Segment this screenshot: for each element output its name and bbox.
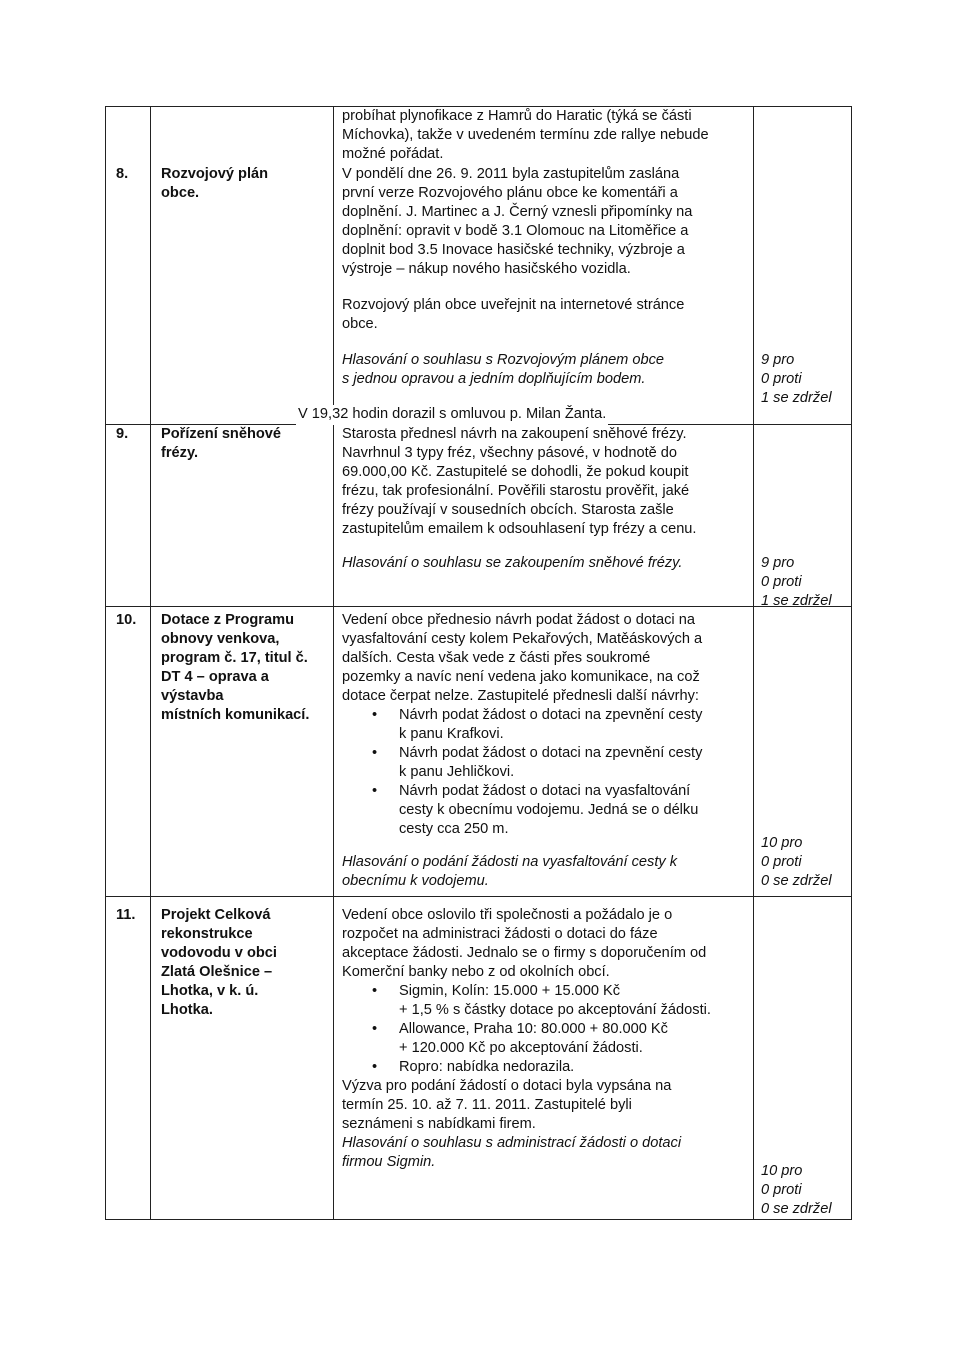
item-title-line: frézy. bbox=[161, 445, 199, 461]
bullet-line: + 120.000 Kč po akceptování žádosti. bbox=[399, 1040, 643, 1056]
vote-result-for: 10 pro bbox=[761, 1163, 803, 1179]
paragraph-line: akceptace žádosti. Jednalo se o firmy s doporučením od bbox=[342, 945, 707, 961]
table-left-border bbox=[105, 106, 106, 1220]
paragraph-line: Vedení obce oslovilo tři společnosti a požádalo je o bbox=[342, 907, 673, 923]
paragraph-line: dalších. Cesta však vede z části přes soukromé bbox=[342, 650, 651, 666]
vote-result-abstain: 0 se zdržel bbox=[761, 1201, 832, 1217]
bullet-line: k panu Krafkovi. bbox=[399, 726, 504, 742]
bullet-marker: • bbox=[372, 745, 378, 761]
item-number: 11. bbox=[116, 907, 136, 923]
col-divider bbox=[333, 106, 334, 1220]
bullet-line: k panu Jehličkovi. bbox=[399, 764, 515, 780]
bullet-line: Sigmin, Kolín: 15.000 + 15.000 Kč bbox=[399, 983, 621, 999]
col-divider bbox=[753, 106, 754, 1220]
vote-line: s jednou opravou a jedním doplňujícím bodem. bbox=[342, 371, 646, 387]
bullet-line: Allowance, Praha 10: 80.000 + 80.000 Kč bbox=[399, 1021, 668, 1037]
paragraph-line: Komerční banky nebo z od okolních obcí. bbox=[342, 964, 610, 980]
vote-line: obecnímu k vodojemu. bbox=[342, 873, 489, 889]
paragraph-line: doplnit bod 3.5 Inovace hasičské techniky, výzbroje a bbox=[342, 242, 685, 258]
item-number: 10. bbox=[116, 612, 137, 628]
row-divider bbox=[105, 606, 851, 607]
paragraph-line: Míchovka), takže v uvedeném termínu zde rallye nebude bbox=[342, 127, 709, 143]
vote-result-against: 0 proti bbox=[761, 854, 802, 870]
paragraph-line: první verze Rozvojového plánu obce ke komentáři a bbox=[342, 185, 678, 201]
paragraph-line: Vedení obce přednesio návrh podat žádost o dotaci na bbox=[342, 612, 695, 628]
paragraph-line: vyasfaltování cesty kolem Pekařových, Matěáskových a bbox=[342, 631, 703, 647]
vote-result-against: 0 proti bbox=[761, 1182, 802, 1198]
item-number: 9. bbox=[116, 426, 129, 442]
vote-result-abstain: 1 se zdržel bbox=[761, 390, 832, 406]
bullet-line: Návrh podat žádost o dotaci na zpevnění cesty bbox=[399, 707, 703, 723]
vote-line: firmou Sigmin. bbox=[342, 1154, 436, 1170]
bullet-line: + 1,5 % s částky dotace po akceptování žádosti. bbox=[399, 1002, 711, 1018]
vote-result-abstain: 1 se zdržel bbox=[761, 593, 832, 609]
item-title-line: rekonstrukce bbox=[161, 926, 253, 942]
item-title-line: Rozvojový plán bbox=[161, 166, 269, 182]
paragraph-line: rozpočet na administraci žádosti o dotaci do fáze bbox=[342, 926, 658, 942]
item-title-line: Zlatá Olešnice – bbox=[161, 964, 273, 980]
paragraph-line: V pondělí dne 26. 9. 2011 byla zastupitelům zaslána bbox=[342, 166, 680, 182]
item-title-line: místních komunikací. bbox=[161, 707, 310, 723]
paragraph-line: výstroje – nákup nového hasičského vozidla. bbox=[342, 261, 631, 277]
paragraph-line: možné pořádat. bbox=[342, 146, 444, 162]
paragraph-line: doplnění. J. Martinec a J. Černý vznesli připomínky na bbox=[342, 204, 693, 220]
item-title-line: vodovodu v obci bbox=[161, 945, 277, 961]
vote-result-abstain: 0 se zdržel bbox=[761, 873, 832, 889]
vote-result-against: 0 proti bbox=[761, 574, 802, 590]
bullet-line: Návrh podat žádost o dotaci na vyasfaltování bbox=[399, 783, 691, 799]
vote-result-for: 9 pro bbox=[761, 352, 795, 368]
paragraph-line: frézy používají v sousedních obcích. Starosta zašle bbox=[342, 502, 674, 518]
bullet-marker: • bbox=[372, 783, 378, 799]
paragraph-line: Navrhnul 3 typy fréz, všechny pásové, v hodnotě do bbox=[342, 445, 678, 461]
item-title-line: Lhotka, v k. ú. bbox=[161, 983, 259, 999]
paragraph-line: probíhat plynofikace z Hamrů do Haratic (týká se části bbox=[342, 108, 692, 124]
paragraph-line: pozemky a navíc není vedena jako komunikace, na což bbox=[342, 669, 700, 685]
paragraph-line: frézu, tak profesionální. Pověřili starostu prověřit, jaké bbox=[342, 483, 690, 499]
vote-result-for: 10 pro bbox=[761, 835, 803, 851]
vote-line: Hlasování o souhlasu se zakoupením sněhové frézy. bbox=[342, 555, 683, 571]
item-title-line: Lhotka. bbox=[161, 1002, 213, 1018]
bullet-line: Návrh podat žádost o dotaci na zpevnění cesty bbox=[399, 745, 703, 761]
col-divider bbox=[150, 106, 151, 1220]
table-bottom-border bbox=[105, 1219, 851, 1220]
paragraph-line: doplnění: opravit v bodě 3.1 Olomouc na Litoměřice a bbox=[342, 223, 689, 239]
item-title-line: DT 4 – oprava a bbox=[161, 669, 269, 685]
item-title-line: Dotace z Programu bbox=[161, 612, 294, 628]
paragraph-line: dotace čerpat nelze. Zastupitelé přednesli další návrhy: bbox=[342, 688, 699, 704]
item-title-line: Pořízení sněhové bbox=[161, 426, 282, 442]
bullet-line: cesty k obecnímu vodojemu. Jedná se o délku bbox=[399, 802, 699, 818]
paragraph-line: zastupitelům emailem k odsouhlasení typ frézy a cenu. bbox=[342, 521, 697, 537]
item-title-line: obce. bbox=[161, 185, 200, 201]
paragraph-line: Výzva pro podání žádostí o dotaci byla vypsána na bbox=[342, 1078, 672, 1094]
bullet-line: cesty cca 250 m. bbox=[399, 821, 509, 837]
paragraph-line: Starosta přednesl návrh na zakoupení sněhové frézy. bbox=[342, 426, 687, 442]
bullet-marker: • bbox=[372, 1021, 378, 1037]
paragraph-line: seznámeni s nabídkami firem. bbox=[342, 1116, 536, 1132]
bullet-line: Ropro: nabídka nedorazila. bbox=[399, 1059, 575, 1075]
paragraph-line: termín 25. 10. až 7. 11. 2011. Zastupitelé byli bbox=[342, 1097, 632, 1113]
bullet-marker: • bbox=[372, 1059, 378, 1075]
row-divider bbox=[105, 896, 851, 897]
bullet-marker: • bbox=[372, 707, 378, 723]
vote-result-for: 9 pro bbox=[761, 555, 795, 571]
vote-line: Hlasování o souhlasu s Rozvojovým plánem obce bbox=[342, 352, 665, 368]
vote-line: Hlasování o souhlasu s administrací žádosti o dotaci bbox=[342, 1135, 682, 1151]
vote-line: Hlasování o podání žádosti na vyasfaltování cesty k bbox=[342, 854, 678, 870]
item-title-line: program č. 17, titul č. bbox=[161, 650, 308, 666]
table-right-border bbox=[851, 106, 852, 1220]
item-title-line: výstavba bbox=[161, 688, 224, 704]
paragraph-line: Rozvojový plán obce uveřejnit na internetové stránce bbox=[342, 297, 685, 313]
item-title-line: obnovy venkova, bbox=[161, 631, 280, 647]
bullet-marker: • bbox=[372, 983, 378, 999]
arrival-note: V 19,32 hodin dorazil s omluvou p. Milan Žanta. bbox=[296, 405, 608, 425]
item-title-line: Projekt Celková bbox=[161, 907, 271, 923]
paragraph-line: 69.000,00 Kč. Zastupitelé se dohodli, že pokud koupit bbox=[342, 464, 689, 480]
paragraph-line: obce. bbox=[342, 316, 378, 332]
vote-result-against: 0 proti bbox=[761, 371, 802, 387]
item-number: 8. bbox=[116, 166, 129, 182]
